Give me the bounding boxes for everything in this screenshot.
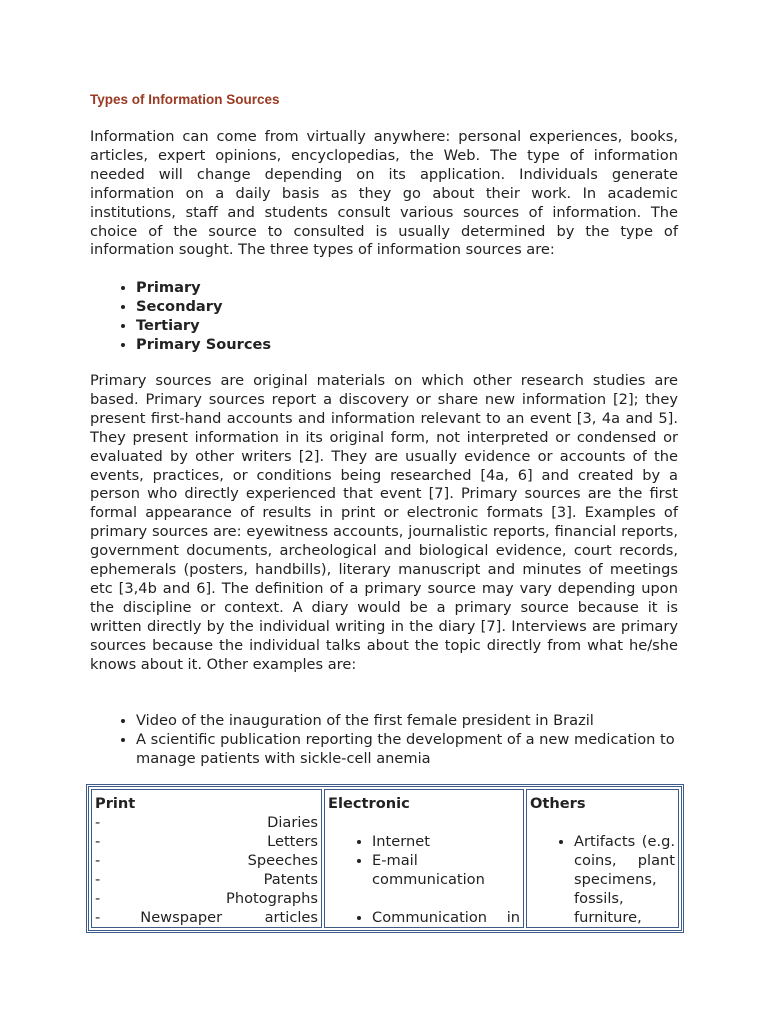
electronic-column [324, 789, 524, 928]
list-item: • Communication in [372, 908, 520, 927]
table-row: - Patents [95, 871, 318, 888]
print-header: Print [95, 795, 136, 812]
electronic-list [328, 832, 520, 889]
list-item: • Internet [372, 832, 520, 851]
table-row: - Photographs [95, 890, 318, 907]
list-item: • Artifacts (e.g. coins, plant specimens, fossils, furniture, [574, 832, 675, 927]
list-item: • Primary Sources [136, 335, 678, 354]
list-item: • A scientific publication reporting the development of a new medication to manage patients with sickle-cell anemia [136, 730, 678, 768]
intro-paragraph: Information can come from virtually anywhere: personal experiences, books, articles, expert opinions, encyclopedias, the Web. The type of information needed will change depending on its application. Individuals generate information on a daily basis as they go about their work. In academic institutions, staff and students consult various sources of information. The choice of the source to consulted is usually determined by the type of information sought. The three types of information sources are: [90, 128, 678, 259]
electronic-header: Electronic [328, 795, 410, 812]
table-row: - Newspaper articles [95, 909, 318, 926]
list-item: • E-mail communication [372, 851, 520, 889]
others-column [526, 789, 679, 928]
source-types-list [90, 278, 678, 354]
list-item: • Tertiary [136, 316, 678, 335]
primary-sources-paragraph: Primary sources are original materials on which other research studies are based. Primary sources report a discovery or share new information [2]; they present first-hand accounts and information relevant to an event [3, 4a and 5]. They present information in its original form, not interpreted or condensed or evaluated by other writers [2]. They are usually evidence or accounts of the events, practices, or conditions being researched [4a, 6] and created by a person who directly experienced that event [7]. Primary sources are the first formal appearance of results in print or electronic formats [3]. Examples of primary sources are: eyewitness accounts, journalistic reports, financial reports, government documents, archeological and biological evidence, court records, ephemerals (posters, handbills), literary manuscript and minutes of meetings etc [3,4b and 6]. The definition of a primary source may vary depending upon the discipline or context. A diary would be a primary source because it is written directly by the individual writing in the diary [7]. Interviews are primary sources because the individual talks about the topic directly from what he/she knows about it. Other examples are: [90, 372, 678, 673]
table-row: - Letters [95, 833, 318, 850]
list-item: • Video of the inauguration of the first female president in Brazil [136, 711, 678, 730]
list-item: • Primary [136, 278, 678, 297]
source-formats-table [86, 784, 684, 933]
examples-list [90, 711, 678, 768]
print-column [91, 789, 322, 928]
list-item: • Secondary [136, 297, 678, 316]
others-header: Others [530, 795, 586, 812]
page-title: Types of Information Sources [90, 92, 280, 107]
electronic-list [328, 908, 520, 927]
table-row: - Diaries [95, 814, 318, 831]
others-list [530, 832, 675, 927]
table-row: - Speeches [95, 852, 318, 869]
